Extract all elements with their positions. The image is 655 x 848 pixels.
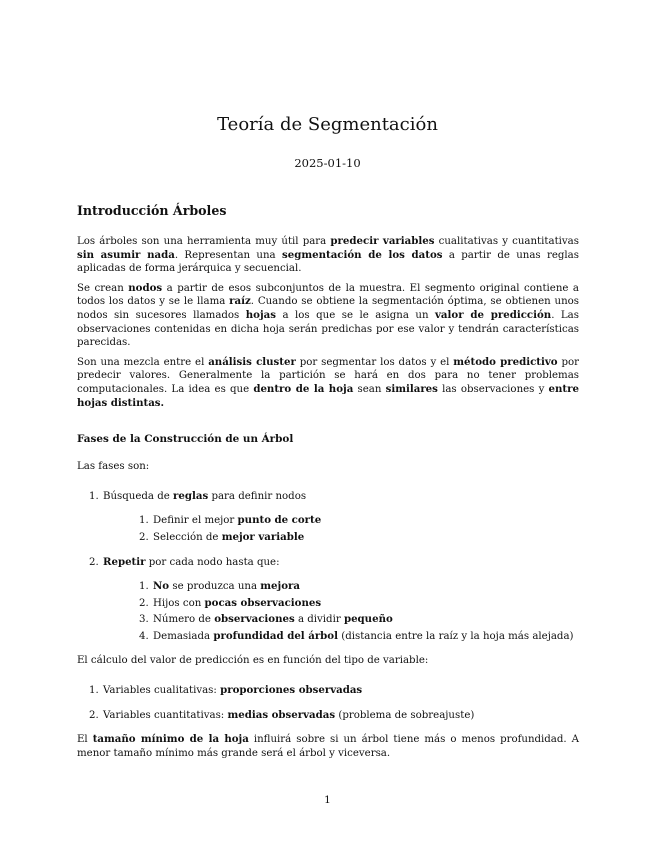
document-date: 2025-01-10 bbox=[294, 156, 361, 170]
list-item: 4. Demasiada profundidad del árbol (distancia entre la raíz y la hoja más alejada) bbox=[139, 629, 574, 642]
document-title: Teoría de Segmentación bbox=[217, 114, 438, 135]
list-item: 2. Variables cuantitativas: medias observadas (problema de sobreajuste) bbox=[89, 708, 475, 721]
list-item: 1. Variables cualitativas: proporciones observadas bbox=[89, 684, 363, 697]
list-item: 1. Definir el mejor punto de corte bbox=[139, 514, 322, 527]
list-item: 2. Hijos con pocas observaciones bbox=[139, 596, 322, 609]
subsection-heading: Fases de la Construcción de un Árbol bbox=[77, 433, 294, 446]
list-item: 1. No se produzca una mejora bbox=[139, 580, 300, 593]
paragraph-intro: Los árboles son una herramienta muy útil para predecir variables cualitativas y cuantitativas sin asumir nada. Representan una segmentación de los datos a partir de unas reglas aplicadas de forma jerárquica y secuencial. bbox=[77, 235, 579, 275]
calc-list bbox=[77, 684, 579, 722]
calc-intro: El cálculo del valor de predicción es en función del tipo de variable: bbox=[77, 655, 429, 667]
list-item: 1. Búsqueda de reglas para definir nodos 1. Definir el mejor punto de corte 2. Selección de mejor variable bbox=[77, 490, 579, 545]
sub-list bbox=[103, 514, 579, 544]
list-item: 2. Repetir por cada nodo hasta que: 1. No se produzca una mejora 2. Hijos con pocas observaciones 3. Número de observaciones a dividir pequeño 4. Demasiada profundidad del árbol (distancia entre la raíz y la hoja más alejada) bbox=[77, 556, 579, 644]
sub-list bbox=[103, 580, 579, 643]
phases-list bbox=[77, 490, 579, 644]
paragraph-mixture: Son una mezcla entre el análisis cluster por segmentar los datos y el método predictivo por predecir valores. Generalmente la partición se hará en dos para no tener problemas computacionales. La idea es que dentro de la hoja sean similares las observaciones y entre hojas distintas. bbox=[77, 355, 580, 409]
page-number: 1 bbox=[324, 794, 331, 806]
list-item: 2. Selección de mejor variable bbox=[139, 530, 305, 543]
document-body bbox=[77, 203, 579, 766]
phases-intro: Las fases son: bbox=[77, 461, 150, 473]
section-heading: Introducción Árboles bbox=[77, 203, 227, 218]
paragraph-leaf-size: El tamaño mínimo de la hoja influirá sobre si un árbol tiene más o menos profundidad. A menor tamaño mínimo más grande será el árbol y viceversa. bbox=[77, 733, 579, 759]
paragraph-nodes: Se crean nodos a partir de esos subconjuntos de la muestra. El segmento original contiene a todos los datos y se le llama raíz. Cuando se obtiene la segmentación óptima, se obtienen unos nodos sin sucesores llamados hojas a los que se le asigna un valor de predicción. Las observaciones contenidas en dicha hoja serán predichas por ese valor y tendrán características parecidas. bbox=[77, 281, 579, 349]
list-item: 3. Número de observaciones a dividir pequeño bbox=[139, 613, 393, 626]
